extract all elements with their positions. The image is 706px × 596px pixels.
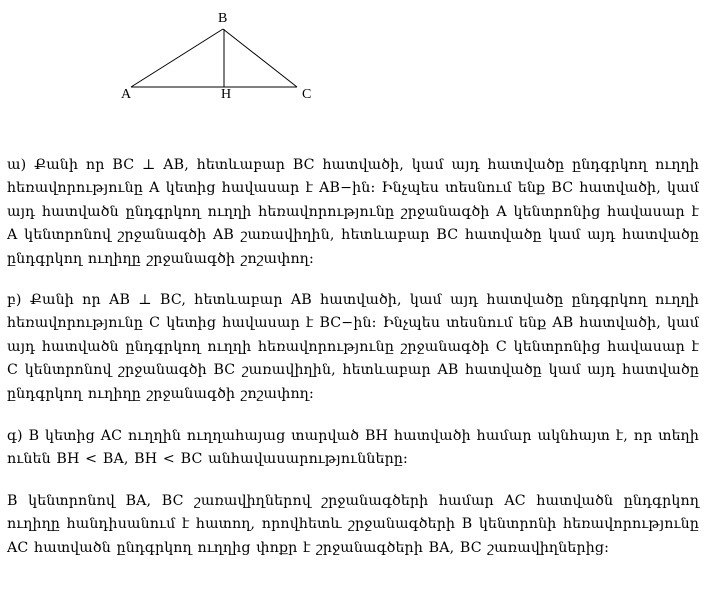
paragraph-d: B կենտրոնով BA, BC շառավիղներով շրջանագծերի համար AC հատվածն ընդգրկող ուղիղը հանդիսանում է հատող, որովհետև շրջանագծերի B կենտրոնի հեռավորությունը AC հատվածն ընդգրկող ուղղից փոքր է շրջանագծերի BA, BC շառավիղներից: (7, 493, 699, 556)
paragraph-c: գ) B կետից AC ուղղին ուղղահայաց տարված BH հատվածի համար ակնհայտ է, որ տեղի ունեն BH < BA, BH < BC անհավասարությունները: (7, 428, 699, 468)
paragraph-a: ա) Քանի որ BC ⊥ AB, հետևաբար BC հատվածի, կամ այդ հատվածը ընդգրկող ուղղի հեռավորությունը A կետից հավասար է AB−ին: Ինչպես տեսնում ենք BC հատվածի, կամ այդ հատվածն ընդգրկող ուղղի հեռավորությունը շրջանագծի A կենտրոնից հավասար է A կենտրոնով շրջանագծի AB շառավիղին, հետևաբար BC հատվածը կամ այդ հատվածը ընդգրկող ուղիղը շրջանագծի շոշափող: (7, 157, 699, 267)
side-bc (223, 29, 297, 87)
vertex-label-c: C (302, 87, 312, 102)
side-ab (131, 29, 223, 87)
vertex-label-b: B (218, 11, 228, 26)
triangle-figure (0, 0, 706, 110)
paragraph-b: բ) Քանի որ AB ⊥ BC, հետևաբար AB հատվածի, կամ այդ հատվածը ընդգրկող ուղղի հեռավորությունը C կետից հավասար է BC−ին: Ինչպես տեսնում ենք AB հատվածի, կամ այդ հատվածն ընդգրկող ուղղի հեռավորությունը շրջանագծի C կենտրոնից հավասար է C կենտրոնով շրջանագծի BC շառավիղին, հետևաբար AB հատվածը կամ այդ հատվածը ընդգրկող ուղիղը շրջանագծի շոշափող: (7, 292, 699, 402)
foot-label-h: H (221, 87, 232, 102)
vertex-label-a: A (121, 87, 132, 102)
triangle-diagram (0, 0, 706, 110)
